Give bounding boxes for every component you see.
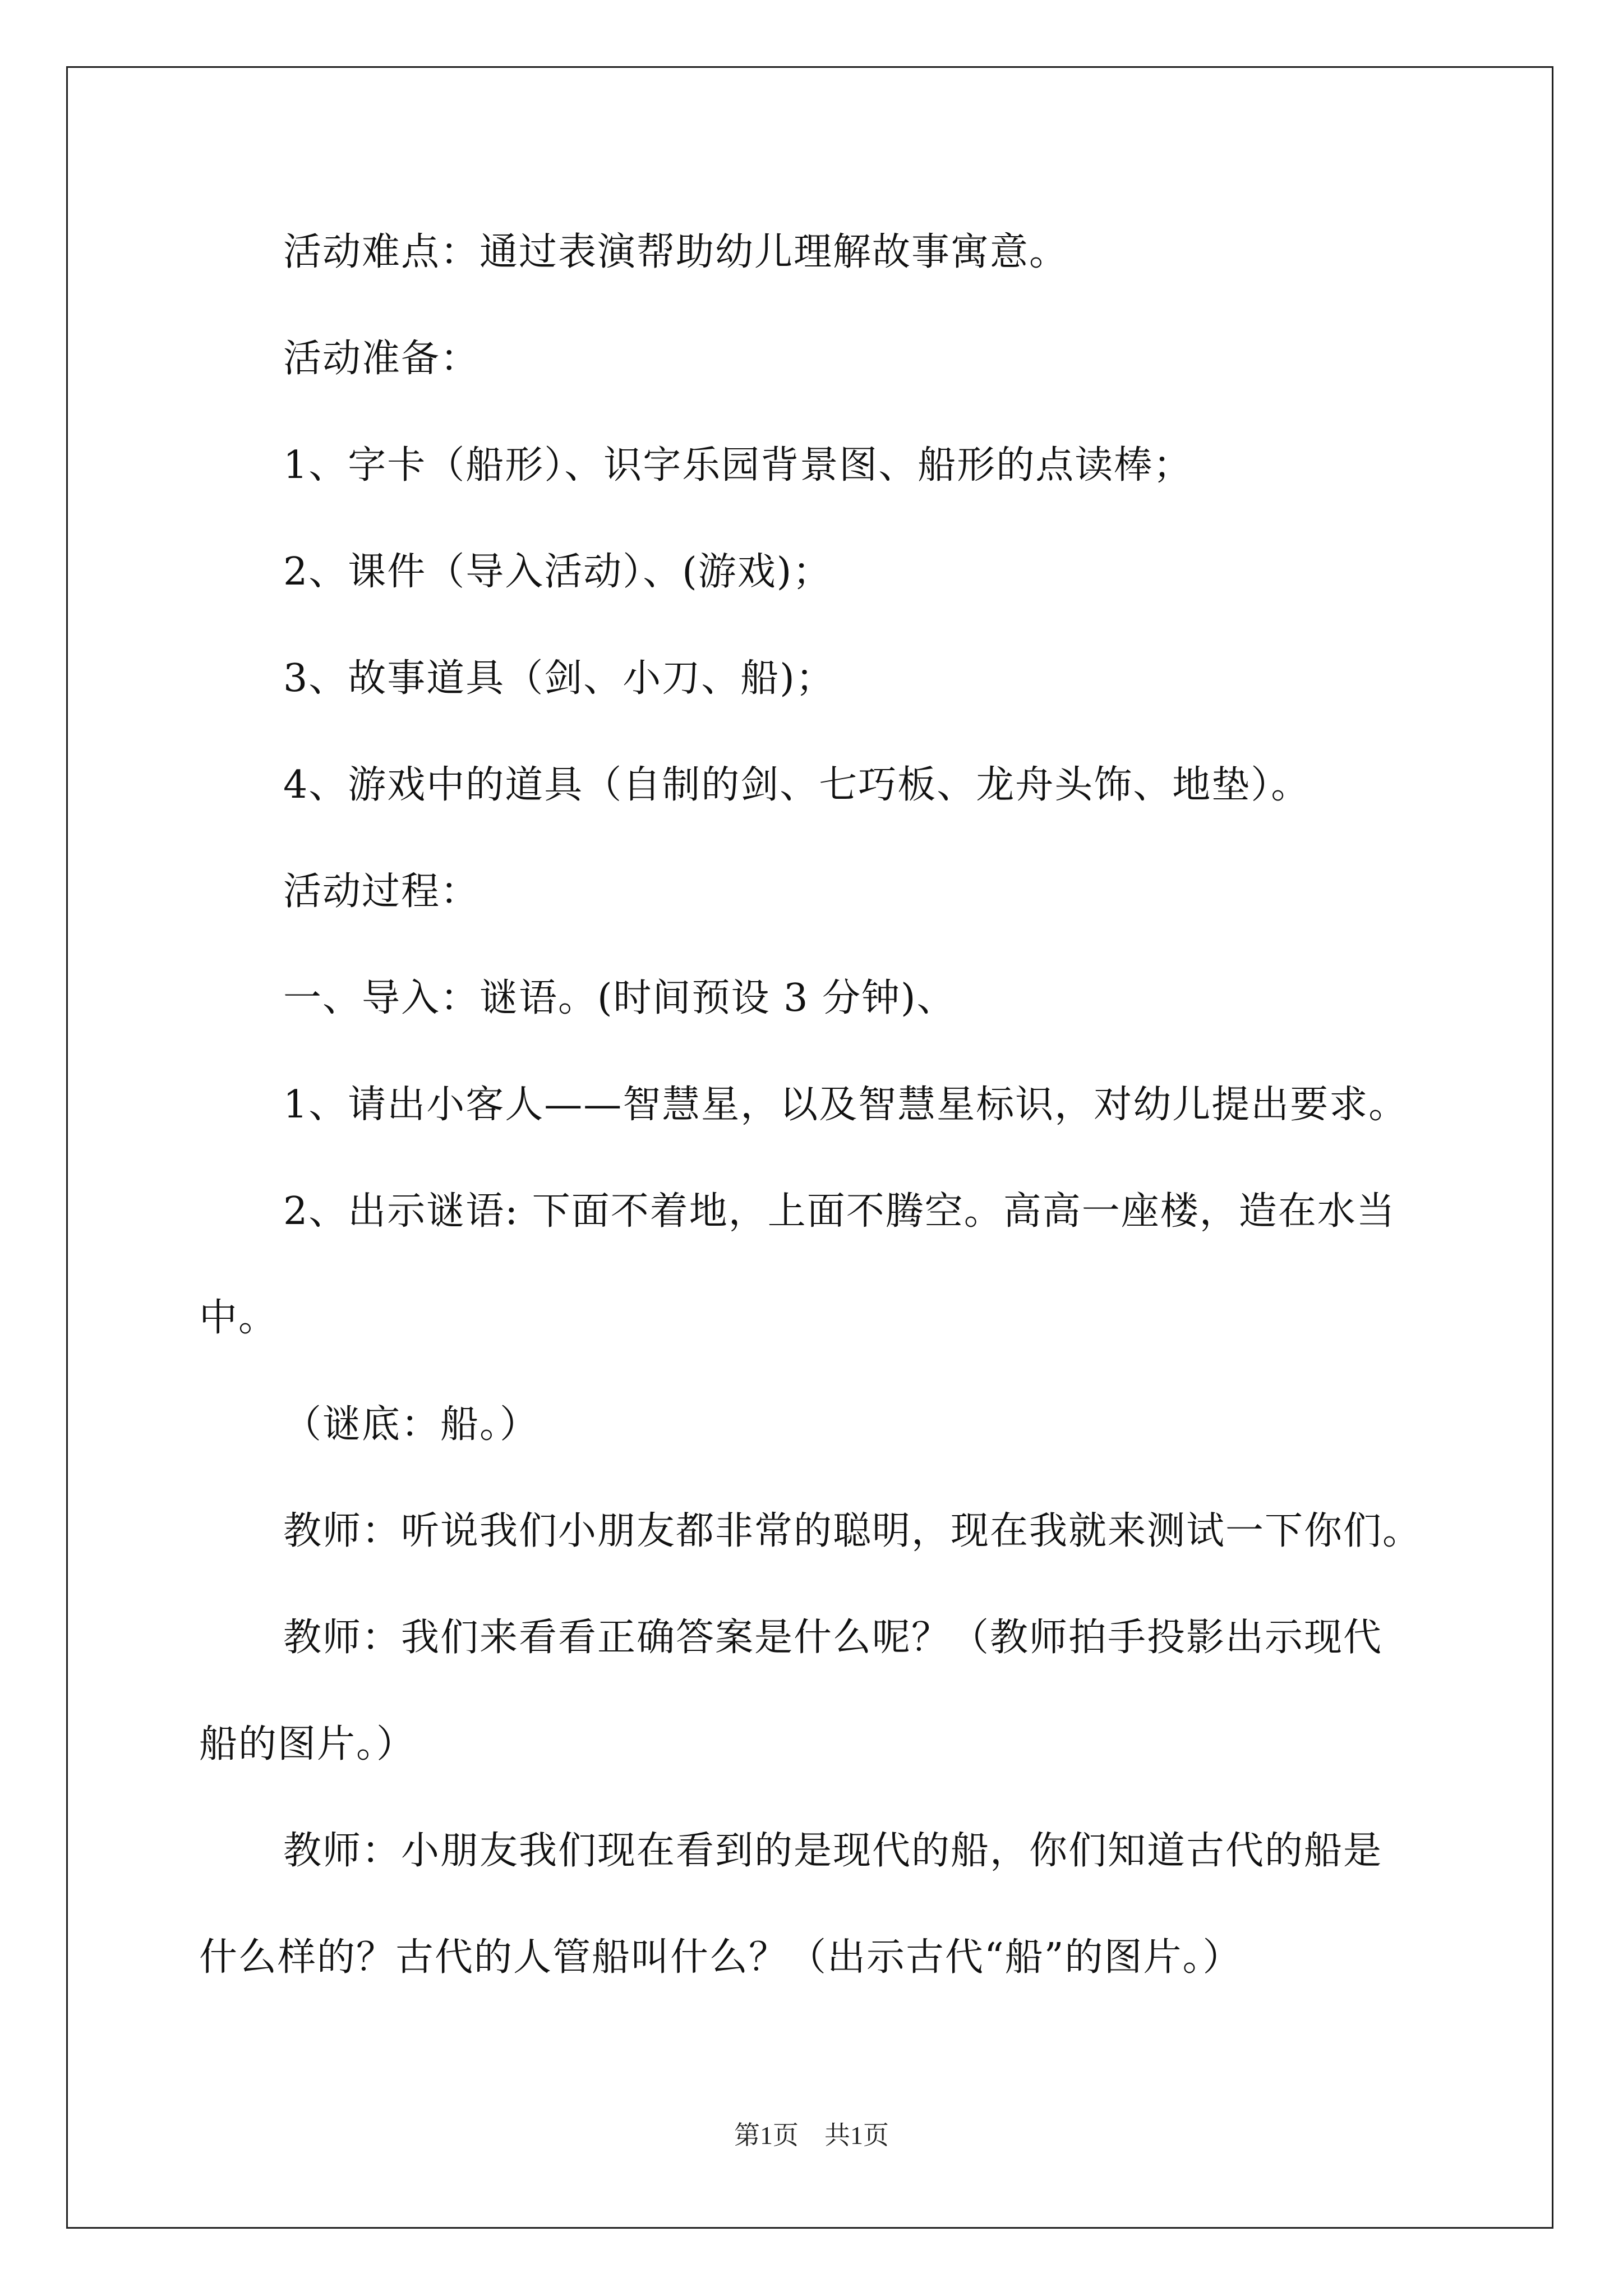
page-number-footer: 第1页 共1页 xyxy=(734,2121,889,2150)
paragraph-line: （谜底：船。） xyxy=(283,1402,540,1447)
paragraph-line: 1、请出小客人——智慧星，以及智慧星标识，对幼儿提出要求。 xyxy=(283,1083,1408,1127)
paragraph-line: 教师：听说我们小朋友都非常的聪明，现在我就来测试一下你们。 xyxy=(283,1509,1422,1553)
paragraph-line: 1、字卡（船形）、识字乐园背景图、船形的点读棒； xyxy=(283,443,1193,487)
paragraph-line: 一、导入：谜语。(时间预设 3 分钟)、 xyxy=(283,976,956,1020)
paragraph-line: 船的图片。） xyxy=(199,1722,416,1766)
document-body xyxy=(199,199,1433,2011)
paragraph-line: 活动准备： xyxy=(283,337,480,381)
paragraph-line: 中。 xyxy=(199,1296,278,1340)
paragraph-line: 2、课件（导入活动）、(游戏)； xyxy=(283,550,832,594)
paragraph-line: 活动过程： xyxy=(283,869,480,914)
paragraph-line: 4、游戏中的道具（自制的剑、七巧板、龙舟头饰、地垫）。 xyxy=(283,763,1311,807)
paragraph-line: 活动难点：通过表演帮助幼儿理解故事寓意。 xyxy=(283,230,1069,274)
paragraph-line: 教师：我们来看看正确答案是什么呢？（教师拍手投影出示现代 xyxy=(283,1616,1383,1660)
paragraph-line: 什么样的？古代的人管船叫什么？（出示古代“船”的图片。） xyxy=(199,1935,1242,1980)
paragraph-line: 2、出示谜语: 下面不着地，上面不腾空。高高一座楼，造在水当 xyxy=(283,1189,1396,1234)
paragraph-line: 3、故事道具（剑、小刀、船)； xyxy=(283,656,835,701)
paragraph-line: 教师：小朋友我们现在看到的是现代的船，你们知道古代的船是 xyxy=(283,1829,1383,1873)
